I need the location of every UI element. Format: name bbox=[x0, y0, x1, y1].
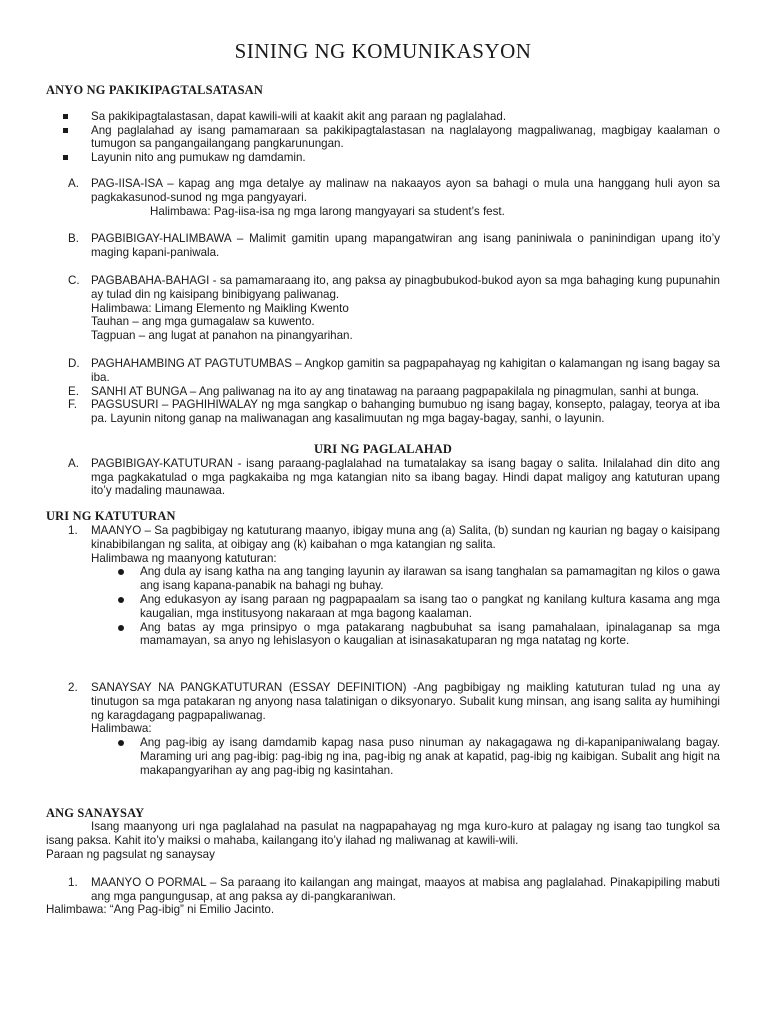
method-label: Paraan ng pagsulat ng sanaysay bbox=[46, 848, 215, 862]
item-text: PAGBABAHA-BAHAGI - sa pamamaraang ito, ang paksa ay pinagbubukod-bukod ayon sa mga bahaging kung pupunahin ay tulad din ng kaisipang binibigyang paliwanag. bbox=[91, 273, 720, 301]
round-bullet-icon bbox=[118, 740, 124, 746]
list-item bbox=[46, 232, 720, 260]
item-label: A. bbox=[68, 176, 79, 190]
item-label: D. bbox=[68, 356, 80, 370]
square-bullet-icon bbox=[63, 114, 68, 119]
list-item bbox=[46, 177, 720, 218]
list-item: Ang edukasyon ay isang paraan ng pagpapaalam sa isang tao o pangkat ng kanilang kultura kasama ang mga kaugalian, mga institusyong nakaraan at mga bagong kaalaman. bbox=[140, 593, 720, 621]
item-text: MAANYO O PORMAL – Sa paraang ito kailangan ang maingat, maayos at mabisa ang paglalahad. Pinakapipiling mabuti ang mga pangungusap, at ang paksa ay di-pangkaraniwan. bbox=[91, 875, 720, 903]
section-heading-uri-katuturan: URI NG KATUTURAN bbox=[46, 509, 176, 524]
list-item: Layunin nito ang pumukaw ng damdamin. bbox=[91, 151, 720, 165]
section-heading-uri-paglalahad: URI NG PAGLALAHAD bbox=[313, 441, 453, 456]
sanaysay-paragraph: Isang maanyong uri nga paglalahad na pasulat na nagpapahayag ng mga kuro-kuro at palagay ng isang tao tungkol sa isang paksa. Kahit ito’y maiksi o mahaba, kailangang ito’y ilahad ng maliwanag at kawili-wili. bbox=[46, 820, 720, 848]
section-heading-anyo: ANYO NG PAKIKIPAGTALSATASAN bbox=[46, 83, 263, 97]
list-item bbox=[46, 876, 720, 904]
list-item bbox=[46, 524, 720, 565]
item-text: PAGBIBIGAY-HALIMBAWA – Malimit gamitin upang mapangatwiran ang isang paniniwala o paninindigan upang ito’y maging kapani-paniwala. bbox=[91, 232, 720, 260]
list-item bbox=[46, 681, 720, 736]
item-label: F. bbox=[68, 398, 78, 412]
item-label: A. bbox=[68, 456, 79, 470]
item-label: C. bbox=[68, 273, 80, 287]
item-label: E. bbox=[68, 384, 79, 398]
item-text: PAGHAHAMBING AT PAGTUTUMBAS – Angkop gamitin sa pagpapahayag ng kahigitan o kalamangan ng isang bagay sa iba. bbox=[91, 356, 720, 384]
example-label: Halimbawa: bbox=[91, 722, 152, 736]
list-item: Ang batas ay mga prinsipyo o mga patakarang nagbubuhat sa isang pamahalaan, ipinalaganap sa mga mamamayan, sa anyo ng lehislasyon o kaugalian at isinasakatuparan ng mga natatag ng korte. bbox=[140, 621, 720, 649]
list-item bbox=[46, 385, 720, 399]
item-text: PAG-IISA-ISA – kapag ang mga detalye ay malinaw na nakaayos ayon sa bahagi o mula una hanggang huli ayon sa pagkakasunod-sunod ng mga pangyayari. bbox=[91, 176, 720, 204]
item-label: 2. bbox=[68, 681, 78, 695]
item-line: Tagpuan – ang lugat at panahon na pinangyarihan. bbox=[91, 329, 353, 343]
round-bullet-icon bbox=[118, 625, 124, 631]
example-bullet-list bbox=[46, 565, 720, 648]
list-item bbox=[46, 357, 720, 385]
item-text: PAGSUSURI – PAGHIHIWALAY ng mga sangkap o bahanging bumubuo ng isang bagay, konsepto, palagay, teorya at iba pa. Layunin nitong ganap na maliwanagan ang kasalimuutan ng mga bagay-bagay, sanhi, o layunin. bbox=[91, 398, 720, 426]
document-title: SINING NG KOMUNIKASYON bbox=[234, 39, 532, 63]
intro-bullet-list bbox=[46, 110, 720, 165]
list-item bbox=[46, 398, 720, 426]
example-bullet-list bbox=[46, 736, 720, 777]
item-example: Halimbawa: Pag-iisa-isa ng mga larong mangyayari sa student’s fest. bbox=[150, 204, 505, 218]
item-label: B. bbox=[68, 232, 79, 246]
example-label: Halimbawa ng maanyong katuturan: bbox=[91, 551, 277, 565]
item-text: SANHI AT BUNGA – Ang paliwanag na ito ay ang tinatawag na paraang pagpapakilala ng pinagmulan, sanhi at bunga. bbox=[91, 384, 700, 398]
list-item bbox=[46, 274, 720, 343]
section-heading-sanaysay: ANG SANAYSAY bbox=[46, 805, 145, 820]
item-text: PAGBIBIGAY-KATUTURAN - isang paraang-paglalahad na tumatalakay sa isang bagay o salita. Inilalahad din dito ang mga pagkakatulad o mga pagkakaiba ng mga katangian nito sa ibang bagay. Hindi dapat maligoy ang katuturan upang ito’y madaling maunawaa. bbox=[91, 456, 720, 498]
list-item: Ang pag-ibig ay isang damdamib kapag nasa puso ninuman ay nakagagawa ng di-kapanipaniwalang bagay. Maraming uri ang pag-ibig: pag-ibig ng ina, pag-ibig ng anak at kapatid, pag-ibig ng kaibigan. Subalit ang higit na makapangyarihan ay ang pag-ibig ng kasintahan. bbox=[140, 736, 720, 777]
round-bullet-icon bbox=[118, 569, 124, 575]
item-line: Halimbawa: Limang Elemento ng Maikling Kwento bbox=[91, 301, 349, 315]
item-label: 1. bbox=[68, 523, 78, 537]
item-text: MAANYO – Sa pagbibigay ng katuturang maanyo, ibigay muna ang (a) Salita, (b) sundan ng kaurian ng bagay o kaisipang kinabibilangan ng salita, at oibigay ang (k) kaibahan o mga katangian ng salita. bbox=[91, 523, 720, 551]
list-item: Ang dula ay isang katha na ang tanging layunin ay ilarawan sa isang tanghalan sa pamamagitan ng kilos o gawa ang isang kapana-panabik na bahagi ng buhay. bbox=[140, 565, 720, 593]
list-item: Sa pakikipagtalastasan, dapat kawili-wili at kaakit akit ang paraan ng paglalahad. bbox=[91, 110, 720, 124]
list-item bbox=[46, 457, 720, 498]
square-bullet-icon bbox=[63, 155, 68, 160]
sanaysay-example: Halimbawa: “Ang Pag-ibig” ni Emilio Jacinto. bbox=[46, 903, 275, 917]
item-label: 1. bbox=[68, 875, 78, 889]
round-bullet-icon bbox=[118, 597, 124, 603]
square-bullet-icon bbox=[63, 128, 68, 133]
item-text: SANAYSAY NA PANGKATUTURAN (ESSAY DEFINITION) -Ang pagbibigay ng maikling katuturan tulad ng una ay tinutugon sa mga patakaran ng anyong nasa talatinigan o diksyonaryo. Subalit kung minsan, ang isang salita ay humihingi ng karagdagang pagpapaliwanag. bbox=[91, 681, 720, 722]
item-line: Tauhan – ang mga gumagalaw sa kuwento. bbox=[91, 315, 315, 329]
list-item: Ang paglalahad ay isang pamamaraan sa pakikipagtalastasan na naglalayong magpaliwanag, magbigay kaalaman o tumugon sa pangangailangang pangkarunungan. bbox=[91, 124, 720, 152]
